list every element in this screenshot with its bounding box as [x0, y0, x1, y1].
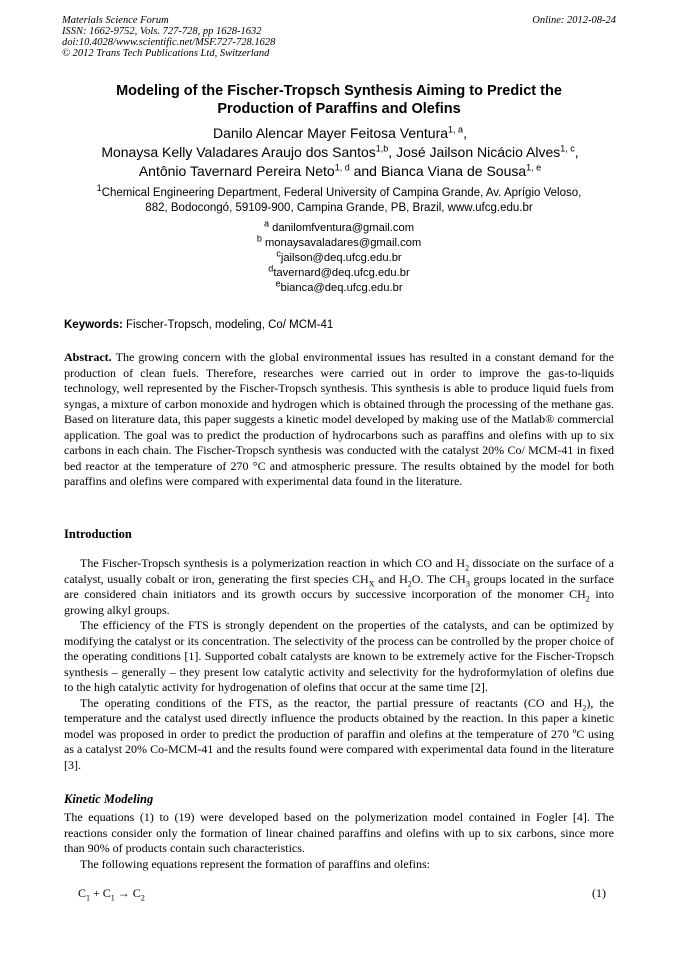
eq-term: → C [114, 886, 141, 900]
issn-line: ISSN: 1662-9752, Vols. 727-728, pp 1628-1632 [62, 26, 262, 37]
email-address[interactable]: jailson@deq.ufcg.edu.br [280, 252, 402, 264]
abstract-label: Abstract. [64, 350, 112, 364]
abstract-text: The growing concern with the global environmental issues has resulted in a constant demand for the production of clean fuels. Therefore, researches were carried out in order to improve the gas-to-liquids technology, well represented by the Fischer-Tropsch synthesis. This synthesis is able to produce liquid fuels from syngas, a mixture of carbon monoxide and hydrogen which is obtained through the processing of the methane gas. Based on literature data, this paper suggests a kinetic model developed by making use of the Matlab® commercial application. The goal was to predict the production of hydrocarbons such as paraffins and olefins with up to six carbons in each chain. The Fischer-Tropsch synthesis was conducted with the catalyst 20% Co/ MCM-41 in fixed bed reactor at the temperature of 270 °C and atmospheric pressure. The results obtained by the model for both paraffins and olefins were compared with experimental data found in the literature. [64, 350, 614, 488]
email-list [60, 218, 618, 296]
text-run: The Fischer-Tropsch synthesis is a polymerization reaction in which CO and H [80, 556, 466, 570]
eq-subscript: 1 [110, 893, 115, 903]
title-line-1: Modeling of the Fischer-Tropsch Synthesis Aiming to Predict the [116, 83, 562, 99]
author-name: Bianca Viana de Sousa [380, 163, 527, 179]
online-date: Online: 2012-08-24 [532, 15, 616, 26]
email-sup: c [276, 248, 281, 259]
author-line-1 [55, 124, 625, 143]
introduction-body [64, 556, 614, 773]
affiliation-line-2: 882, Bodocongó, 59109-900, Campina Grande, PB, Brazil, www.ufcg.edu.br [145, 202, 533, 214]
subscript: 2 [585, 594, 590, 604]
kinetic-paragraph-2: The following equations represent the formation of paraffins and olefins: [80, 856, 431, 871]
email-item [60, 263, 618, 281]
email-sup: b [256, 233, 262, 244]
text-run: and H [374, 571, 408, 586]
eq-term: + C [90, 886, 111, 900]
author-line-2 [55, 143, 625, 162]
equation-1 [78, 886, 145, 901]
author-sep: , [574, 144, 579, 160]
email-address[interactable]: danilomfventura@gmail.com [272, 222, 415, 234]
subscript: X [368, 578, 375, 588]
author-sup: 1, e [526, 162, 542, 173]
kinetic-modeling-body [64, 810, 614, 872]
eq-subscript: 2 [140, 893, 145, 903]
author-line-3 [55, 162, 625, 181]
author-name: Danilo Alencar Mayer Feitosa Ventura [213, 125, 449, 141]
text-run: dissociate on the surface of a catalyst, usually cobalt or iron, generating the first species CH [64, 556, 614, 586]
keywords-label: Keywords: [64, 319, 123, 331]
author-sup: 1,b [375, 143, 389, 154]
intro-paragraph-1 [64, 556, 614, 618]
journal-name: Materials Science Forum [62, 15, 169, 26]
email-address[interactable]: tavernard@deq.ufcg.edu.br [273, 267, 410, 279]
email-sup: a [263, 218, 269, 229]
author-name: José Jailson Nicácio Alves [396, 144, 561, 160]
text-run: groups located in the surface are considered chain initiators and its growth occurs by successive incorporation of the monomer CH [64, 571, 614, 601]
paper-title [70, 82, 608, 118]
email-address[interactable]: bianca@deq.ufcg.edu.br [280, 282, 403, 294]
email-item [60, 233, 618, 251]
abstract [64, 350, 614, 490]
author-sup: 1, c [560, 143, 575, 154]
email-address[interactable]: monaysavaladares@gmail.com [264, 237, 422, 249]
subscript: 2 [582, 702, 587, 712]
subscript: 2 [407, 578, 412, 588]
keywords-text: Fischer-Tropsch, modeling, Co/ MCM-41 [122, 319, 334, 331]
author-sep: , [463, 125, 467, 141]
equation-1-number: (1) [592, 886, 606, 900]
doi-line[interactable]: doi:10.4028/www.scientific.net/MSF.727-728.1628 [62, 37, 276, 48]
author-list [55, 124, 625, 181]
author-sep: , [388, 144, 397, 160]
affiliation [60, 183, 618, 216]
intro-paragraph-3 [64, 696, 614, 774]
text-run: O. The CH [411, 571, 466, 586]
author-sup: 1, d [334, 162, 350, 173]
email-item [60, 218, 618, 236]
kinetic-modeling-heading: Kinetic Modeling [64, 792, 154, 806]
text-run: ), the temperature and the catalyst used directly influence the products obtained by the reaction. In this paper a kinetic model was proposed in order to predict the production of paraffin and olefins at the temperature of 270 ºC using as a catalyst 20% Co-MCM-41 and the results found were compared with experimental data found in the literature [3]. [64, 695, 615, 772]
subscript: 2 [465, 563, 470, 573]
author-name: Monaysa Kelly Valadares Araujo dos Santos [101, 144, 376, 160]
copyright-line: © 2012 Trans Tech Publications Ltd, Switzerland [62, 48, 270, 59]
author-sep: and [349, 163, 381, 179]
title-line-2: Production of Paraffins and Olefins [217, 101, 461, 117]
email-sup: e [275, 278, 281, 289]
email-item [60, 278, 618, 296]
eq-term: C [78, 886, 87, 900]
subscript: 3 [465, 578, 470, 588]
author-sup: 1, a [448, 124, 464, 135]
email-item [60, 248, 618, 266]
kinetic-paragraph-1: The equations (1) to (19) were developed based on the polymerization model contained in Fogler [4]. The reactions consider only the formation of linear chained paraffins and olefins with up to six carbons, since more than 90% of products contain such characteristics. [64, 810, 614, 855]
affiliation-text: Chemical Engineering Department, Federal University of Campina Grande, Av. Aprígio Veloso, [101, 187, 582, 199]
text-run: into growing alkyl groups. [64, 587, 614, 617]
author-name: Antônio Tavernard Pereira Neto [138, 163, 335, 179]
introduction-heading: Introduction [64, 527, 132, 541]
intro-paragraph-2: The efficiency of the FTS is strongly dependent on the properties of the catalysts, and can be optimized by modifying the catalyst or its concentration. The selectivity of the process can be controlled by the proper choice of the operating conditions [1]. Supported cobalt catalysts are known to be extremely active for the Fischer-Tropsch synthesis – generally – they present low catalytic activity and selectivity for the hydroformylation of olefins due to the high catalytic activity for hydrogenation of olefins that occur at the same time [2]. [64, 618, 614, 694]
journal-header [62, 15, 618, 59]
affiliation-sup: 1 [96, 183, 102, 194]
keywords [64, 319, 614, 331]
text-run: The operating conditions of the FTS, as the reactor, the partial pressure of reactants (CO and H [80, 695, 583, 710]
eq-subscript: 1 [86, 893, 91, 903]
email-sup: d [268, 263, 274, 274]
affiliation-line-1 [60, 183, 618, 201]
